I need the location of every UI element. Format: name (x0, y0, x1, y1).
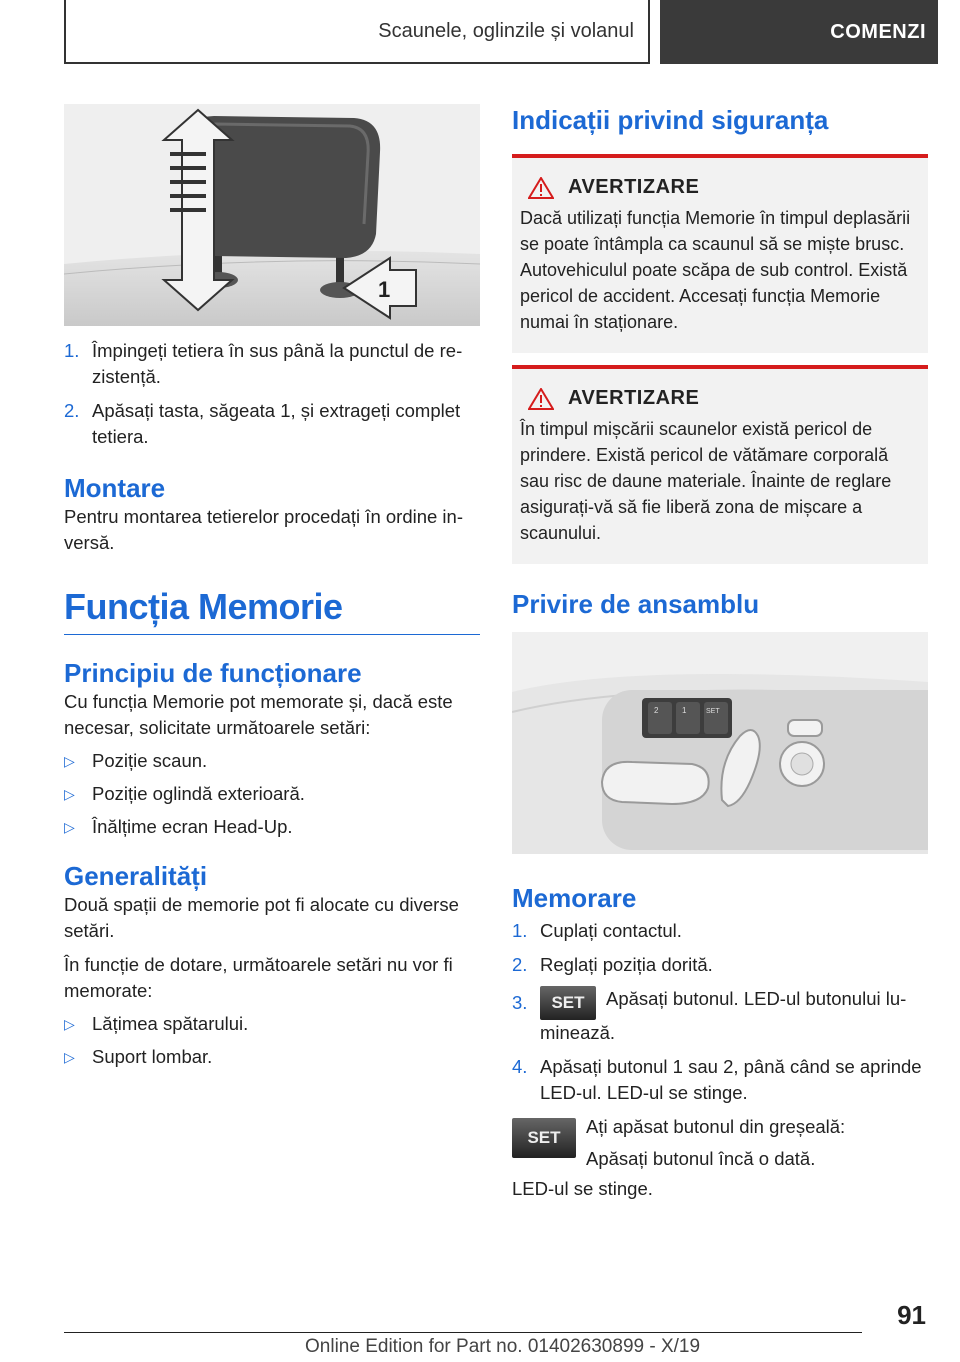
principiu-text: Cu funcția Memorie pot memorate și, dacă este necesar, solicitate următoarele setări: (64, 691, 453, 738)
memory-key-2-label: 2 (654, 706, 659, 715)
overview-heading: Privire de ansamblu (512, 589, 760, 619)
generalitati-heading: Generalități (64, 861, 208, 891)
mistake-note (512, 1114, 928, 1172)
principiu-list (64, 748, 480, 840)
chapter-title: Scaunele, oglinzile și volanul (378, 19, 634, 42)
section-title: COMENZI (830, 20, 926, 43)
list-item: 3. SET Apăsați butonul. LED-ul butonului luminează. (512, 988, 907, 1043)
list-item: ▷ Poziție scaun. (64, 748, 480, 774)
triangle-bullet-icon: ▷ (64, 786, 75, 802)
warning-box-2 (512, 365, 928, 564)
generalitati-list (64, 1011, 480, 1070)
figure-callout-1: 1 (378, 277, 391, 302)
mistake-line-1: Ați apăsat butonul din greșeală: (586, 1116, 846, 1137)
warning-triangle-icon (528, 177, 554, 199)
warning-triangle-icon (528, 388, 554, 410)
set-key-label: SET (706, 708, 720, 715)
list-item: ▷ Suport lombar. (64, 1044, 480, 1070)
list-item: ▷ Lățimea spătarului. (64, 1011, 480, 1037)
triangle-bullet-icon: ▷ (64, 753, 75, 769)
generalitati-text-2: În funcție de dotare, următoarele setări nu vor fi memorate: (64, 954, 453, 1001)
footer-divider (64, 1332, 862, 1333)
memorare-steps (512, 918, 928, 1106)
list-item: 2. Apăsați tasta, săgeata 1, și extrageți complet tetiera. (64, 400, 461, 447)
section-header (660, 0, 938, 64)
safety-heading: Indicații privind siguranța (512, 105, 829, 135)
headrest-steps (64, 338, 480, 450)
list-item: 4. Apăsați butonul 1 sau 2, până când se aprinde LED-ul. LED-ul se stinge. (512, 1056, 922, 1103)
list-item: 1. Împingeți tetiera în sus până la punctul de rezistență. (64, 340, 463, 387)
list-item: ▷ Înălțime ecran Head-Up. (64, 814, 480, 840)
triangle-bullet-icon: ▷ (64, 1049, 75, 1065)
memorare-heading: Memorare (512, 883, 637, 913)
final-text: LED-ul se stinge. (512, 1178, 653, 1199)
page-number: 91 (897, 1300, 926, 1330)
triangle-bullet-icon: ▷ (64, 1016, 75, 1032)
chapter-header (64, 0, 650, 64)
list-item: ▷ Poziție oglindă exterioară. (64, 781, 480, 807)
warning-box-1 (512, 154, 928, 353)
seat-controls-illustration (512, 632, 928, 854)
memorie-heading: Funcția Memorie (64, 586, 480, 635)
warning-text: În timpul mișcării scaunelor există pericol de prindere. Există pericol de vătămare corporală sau risc de daune materiale. Înainte de reglare asigurați-vă să fie liberă zona de mișcare a scaunului. (520, 419, 892, 543)
list-item: 2. Reglați poziția dorită. (512, 954, 713, 975)
headrest-illustration (64, 104, 480, 326)
memory-key-1-label: 1 (682, 706, 687, 715)
montare-text: Pentru montarea tetierelor procedați în ordine inversă. (64, 506, 464, 553)
generalitati-text-1: Două spații de memorie pot fi alocate cu diverse setări. (64, 894, 459, 941)
right-column (512, 104, 928, 1202)
warning-label: AVERTIZARE (568, 387, 700, 409)
left-column (64, 104, 480, 1077)
warning-text: Dacă utilizați funcția Memorie în timpul deplasării se poate întâmpla ca scaunul să se miște brusc. Autovehiculul poate scăpa de sub control. Există pericol de accident. Accesați funcția Memorie numai în staționare. (520, 208, 911, 332)
principiu-heading: Principiu de funcționare (64, 658, 362, 688)
set-button-icon: SET (540, 986, 596, 1020)
footer-edition: Online Edition for Part no. 01402630899 - X/19 (305, 1336, 701, 1357)
mistake-line-2: Apăsați butonul încă o dată. (586, 1148, 816, 1169)
montare-heading: Montare (64, 473, 166, 503)
headrest-figure (64, 104, 480, 326)
triangle-bullet-icon: ▷ (64, 819, 75, 835)
list-item: 1. Cuplați contactul. (512, 920, 682, 941)
warning-label: AVERTIZARE (568, 176, 700, 198)
seat-controls-figure (512, 632, 928, 854)
set-button-icon: SET (512, 1118, 576, 1158)
